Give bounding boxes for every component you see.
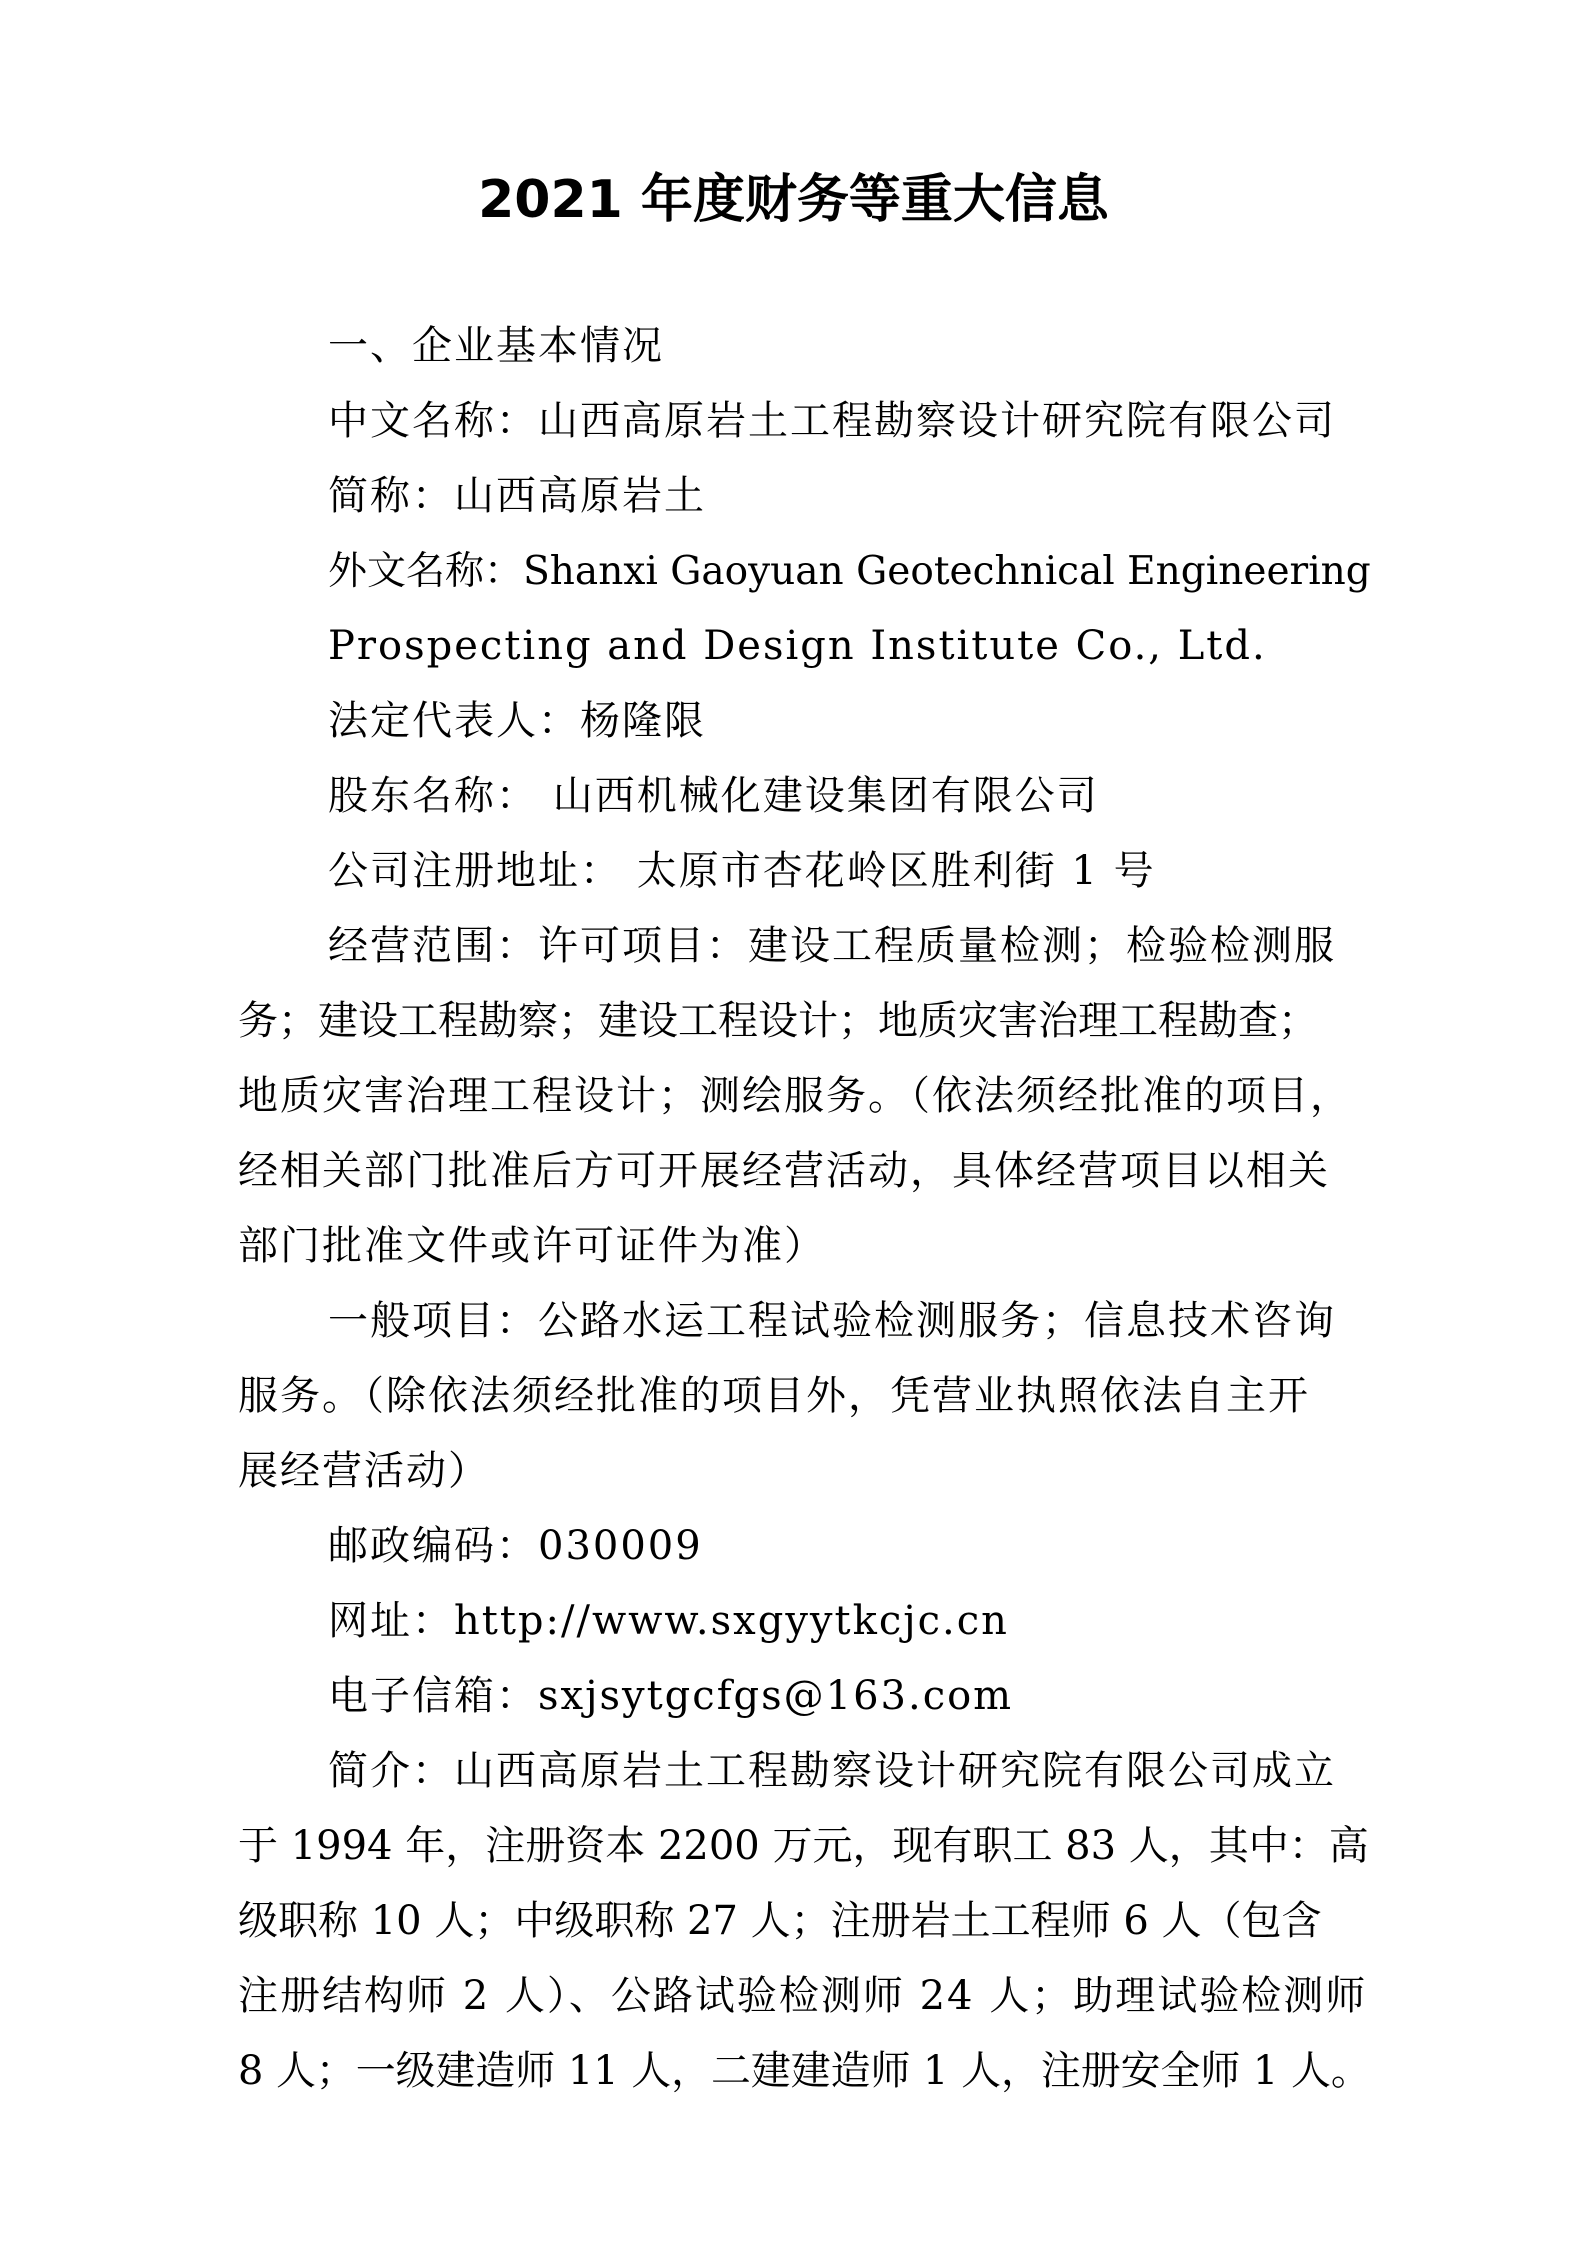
text-line: 简介：山西高原岩土工程勘察设计研究院有限公司成立: [328, 1748, 1336, 1794]
text-line: 法定代表人：杨隆限: [328, 698, 706, 744]
text-line: 展经营活动）: [238, 1448, 490, 1494]
text-line: 务；建设工程勘察；建设工程设计；地质灾害治理工程勘查；: [238, 998, 1318, 1044]
text-line: 中文名称：山西高原岩土工程勘察设计研究院有限公司: [328, 398, 1336, 444]
text-line: 一般项目：公路水运工程试验检测服务；信息技术咨询: [328, 1298, 1336, 1344]
document-body: [238, 309, 1371, 2109]
text-line: 地质灾害治理工程设计；测绘服务。（依法须经批准的项目，: [238, 1073, 1352, 1119]
text-line: 经营范围：许可项目：建设工程质量检测；检验检测服: [328, 923, 1336, 969]
text-line: 电子信箱：sxjsytgcfgs@163.com: [328, 1673, 1014, 1719]
text-line: 8 人；一级建造师 11 人，二建建造师 1 人，注册安全师 1 人。: [238, 2048, 1371, 2094]
text-line: 股东名称： 山西机械化建设集团有限公司: [328, 773, 1099, 819]
document-title: 2021 年度财务等重大信息: [478, 170, 1109, 230]
text-line: Prospecting and Design Institute Co., Ltd.: [328, 623, 1267, 669]
text-line: 简称：山西高原岩土: [328, 473, 706, 519]
text-line: 网址：http://www.sxgyytkcjc.cn: [328, 1598, 1009, 1644]
section-heading: 一、企业基本情况: [328, 323, 664, 369]
text-line: 服务。（除依法须经批准的项目外，凭营业执照依法自主开: [238, 1373, 1310, 1419]
text-line: 邮政编码：030009: [328, 1523, 703, 1569]
text-line: 公司注册地址： 太原市杏花岭区胜利街 1 号: [328, 848, 1156, 894]
text-line: 外文名称：Shanxi Gaoyuan Geotechnical Engineering: [328, 549, 1371, 594]
text-line: 于 1994 年，注册资本 2200 万元，现有职工 83 人，其中：高: [238, 1823, 1369, 1869]
text-line: 注册结构师 2 人）、公路试验检测师 24 人；助理试验检测师: [238, 1973, 1368, 2019]
text-line: 部门批准文件或许可证件为准）: [238, 1223, 826, 1269]
text-line: 级职称 10 人；中级职称 27 人；注册岩土工程师 6 人（包含: [238, 1898, 1322, 1944]
text-line: 经相关部门批准后方可开展经营活动，具体经营项目以相关: [238, 1148, 1330, 1194]
